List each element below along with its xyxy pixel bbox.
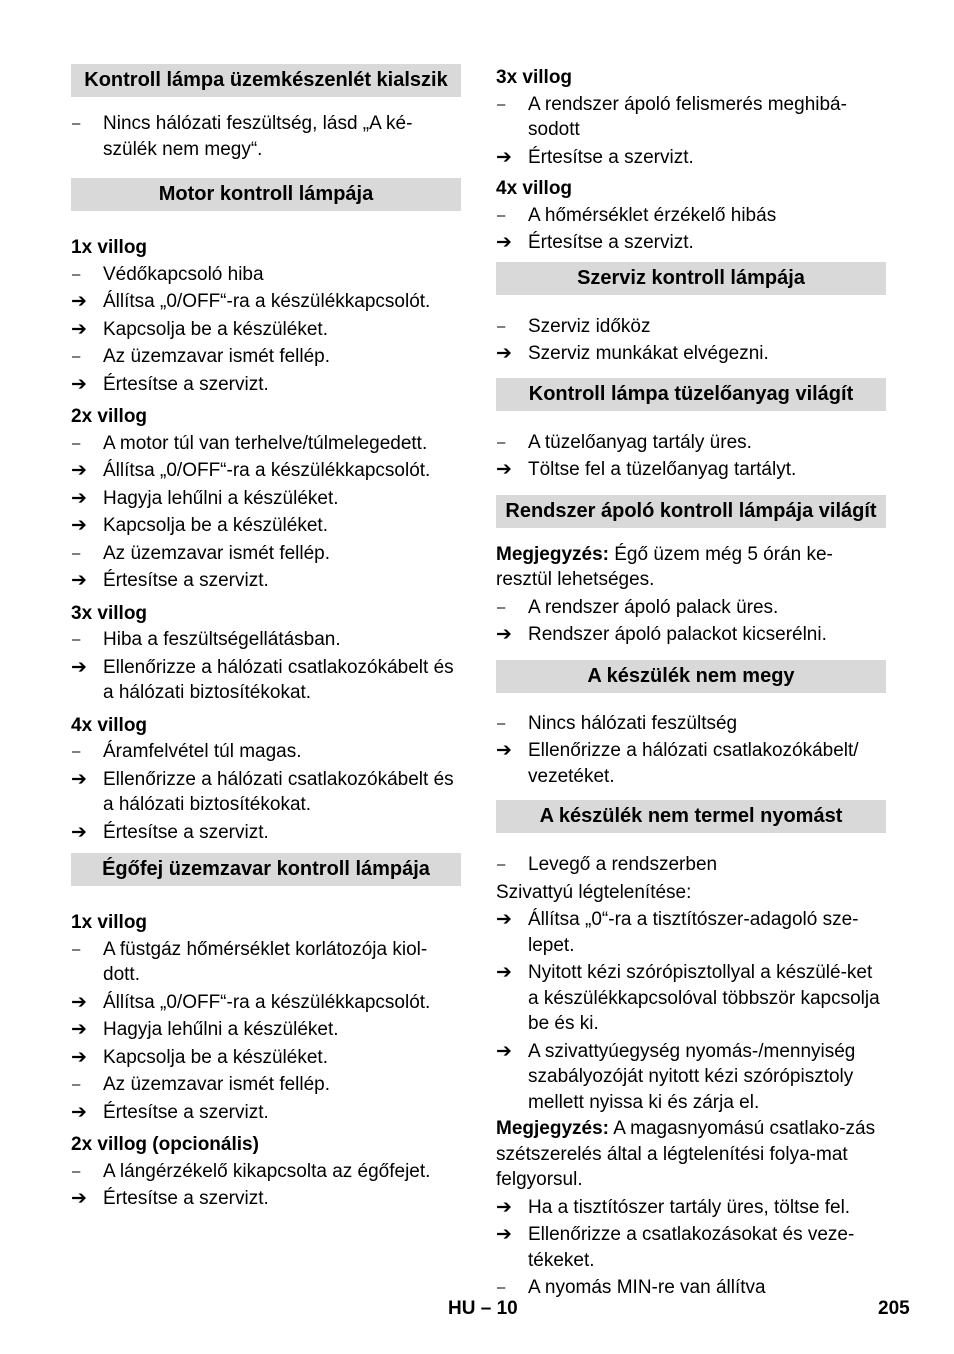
action-step (71, 568, 461, 594)
section-heading: Motor kontroll lámpája (71, 178, 461, 211)
action-step (496, 1222, 886, 1273)
left-column (71, 64, 461, 1212)
dash-bullet: – (72, 348, 81, 365)
arrow-icon: ➔ (71, 460, 87, 481)
action-step (496, 738, 886, 789)
arrow-icon: ➔ (496, 1040, 512, 1062)
action-step (496, 230, 886, 256)
action-text: Ellenőrizze a hálózati csatlakozókábelt/ vezetéket. (528, 740, 859, 787)
action-step (71, 655, 461, 706)
action-text: Értesítse a szervizt. (528, 232, 694, 253)
arrow-icon: ➔ (71, 318, 87, 340)
action-step (71, 820, 461, 846)
dash-bullet: – (72, 115, 81, 132)
condition-item (71, 937, 461, 988)
condition-text: Hiba a feszültségellátásban. (103, 629, 341, 650)
arrow-icon: ➔ (71, 1046, 87, 1068)
action-step (71, 317, 461, 343)
arrow-icon: ➔ (496, 1224, 512, 1245)
action-step (496, 960, 886, 1037)
action-step (71, 458, 461, 484)
arrow-icon: ➔ (71, 991, 87, 1013)
arrow-icon: ➔ (71, 821, 87, 843)
subheading: 3x villog (71, 602, 148, 624)
dash-bullet: – (72, 631, 81, 648)
condition-text: Védőkapcsoló hiba (103, 263, 264, 285)
condition-item (71, 111, 461, 162)
subheading: 2x villog (opcionális) (71, 1134, 259, 1155)
dash-bullet: – (497, 598, 506, 616)
action-step (71, 289, 461, 315)
condition-text: Nincs hálózati feszültség, lásd „A ké-szülék nem megy“. (103, 113, 413, 160)
action-text: Ellenőrizze a hálózati csatlakozókábelt és a hálózati biztosítékokat. (103, 768, 454, 815)
action-step (71, 767, 461, 818)
section-heading: A készülék nem megy (496, 660, 886, 693)
action-text: Hagyja lehűlni a készüléket. (103, 1019, 339, 1040)
footer-section-label: HU – 10 (448, 1298, 518, 1319)
action-text: Állítsa „0/OFF“-ra a készülékkapcsolót. (103, 291, 431, 312)
right-column (496, 65, 886, 1301)
arrow-icon: ➔ (71, 487, 87, 509)
arrow-icon: ➔ (496, 909, 512, 930)
note-label: Megjegyzés: (496, 543, 609, 565)
action-text: Értesítse a szervizt. (528, 146, 694, 168)
arrow-icon: ➔ (71, 656, 87, 678)
condition-item (496, 595, 886, 621)
action-step (71, 1100, 461, 1126)
condition-item (496, 314, 886, 340)
arrow-icon: ➔ (496, 624, 512, 645)
condition-item (496, 711, 886, 737)
dash-bullet: – (72, 1162, 81, 1180)
condition-text: Áramfelvétel túl magas. (103, 741, 302, 762)
action-step (71, 372, 461, 398)
arrow-icon: ➔ (71, 1101, 87, 1123)
subheading: 1x villog (71, 912, 148, 933)
action-step (71, 1017, 461, 1043)
arrow-icon: ➔ (71, 570, 87, 591)
action-text: Hagyja lehűlni a készüléket. (103, 487, 339, 509)
condition-text: A rendszer ápoló palack üres. (528, 596, 779, 618)
action-step (71, 1045, 461, 1071)
condition-item (71, 344, 461, 370)
condition-item (496, 852, 886, 878)
arrow-icon: ➔ (496, 1196, 512, 1218)
condition-text: Az üzemzavar ismét fellép. (103, 542, 331, 564)
condition-item (71, 262, 461, 288)
action-step (496, 457, 886, 483)
subheading: 4x villog (71, 714, 148, 736)
action-text: Állítsa „0“-ra a tisztítószer-adagoló sze-lepet. (528, 909, 859, 956)
arrow-icon: ➔ (496, 146, 512, 168)
condition-item (496, 1275, 886, 1301)
paragraph: Szivattyú légtelenítése: (496, 881, 692, 903)
action-text: Kapcsolja be a készüléket. (103, 515, 328, 536)
condition-item (71, 627, 461, 653)
subheading: 4x villog (496, 178, 573, 199)
note (496, 1116, 886, 1193)
action-step (496, 907, 886, 958)
action-text: Állítsa „0/OFF“-ra a készülékkapcsolót. (103, 460, 431, 481)
action-step (71, 513, 461, 539)
action-text: Állítsa „0/OFF“-ra a készülékkapcsolót. (103, 991, 431, 1013)
condition-text: A füstgáz hőmérséklet korlátozója kiol-dott. (103, 938, 428, 985)
action-step (496, 1195, 886, 1221)
condition-item (496, 430, 886, 456)
condition-item (71, 431, 461, 457)
action-text: Értesítse a szervizt. (103, 373, 269, 395)
dash-bullet: – (497, 856, 506, 873)
dash-bullet: – (72, 544, 81, 562)
action-step (496, 1039, 886, 1116)
action-step (71, 1186, 461, 1212)
arrow-icon: ➔ (496, 740, 512, 761)
section-heading: A készülék nem termel nyomást (496, 800, 886, 833)
condition-text: A tüzelőanyag tartály üres. (528, 431, 752, 453)
arrow-icon: ➔ (71, 373, 87, 395)
condition-text: A motor túl van terhelve/túlmelegedett. (103, 432, 428, 454)
condition-text: Szerviz időköz (528, 315, 651, 337)
action-text: Értesítse a szervizt. (103, 570, 269, 591)
action-text: Értesítse a szervizt. (103, 1101, 269, 1123)
action-text: Ellenőrizze a hálózati csatlakozókábelt és a hálózati biztosítékokat. (103, 656, 454, 703)
action-text: A szivattyúegység nyomás-/mennyiség szabályozóját nyitott kézi szórópisztoly mellett nyissa ki és zárja el. (528, 1040, 856, 1113)
section-heading: Kontroll lámpa tüzelőanyag világít (496, 378, 886, 411)
arrow-icon: ➔ (71, 1019, 87, 1040)
action-text: Nyitott kézi szórópisztollyal a készülé-ket a készülékkapcsolóval többször kapcsolja be és ki. (528, 962, 880, 1034)
action-text: Ellenőrizze a csatlakozásokat és veze-tékeket. (528, 1224, 855, 1271)
condition-text: A lángérzékelő kikapcsolta az égőfejet. (103, 1160, 431, 1182)
dash-bullet: – (497, 714, 506, 732)
dash-bullet: – (72, 1076, 81, 1093)
condition-text: A rendszer ápoló felismerés meghibá-sodott (528, 93, 847, 140)
condition-text: Az üzemzavar ismét fellép. (103, 1074, 331, 1095)
arrow-icon: ➔ (71, 768, 87, 790)
page-number: 205 (878, 1298, 910, 1319)
arrow-icon: ➔ (496, 232, 512, 253)
action-step (496, 622, 886, 648)
action-text: Töltse fel a tüzelőanyag tartályt. (528, 459, 797, 480)
section-heading: Rendszer ápoló kontroll lámpája világít (496, 495, 886, 528)
action-text: Rendszer ápoló palackot kicserélni. (528, 624, 827, 645)
action-text: Értesítse a szervizt. (103, 1188, 269, 1209)
arrow-icon: ➔ (496, 459, 512, 480)
dash-bullet: – (72, 434, 81, 452)
dash-bullet: – (72, 743, 81, 760)
condition-text: Nincs hálózati feszültség (528, 712, 738, 734)
arrow-icon: ➔ (496, 962, 512, 983)
condition-item (71, 541, 461, 567)
note-text: A magasnyomású csatlako-zás szétszerelés által a légtelenítési folya-mat felgyorsul. (496, 1118, 876, 1190)
condition-text: Levegő a rendszerben (528, 854, 718, 875)
dash-bullet: – (72, 265, 81, 283)
subheading: 1x villog (71, 237, 148, 258)
action-text: Értesítse a szervizt. (103, 821, 269, 843)
dash-bullet: – (497, 1279, 506, 1296)
note (496, 542, 886, 593)
condition-text: A hőmérséklet érzékelő hibás (528, 204, 777, 226)
arrow-icon: ➔ (496, 343, 512, 364)
action-step (496, 145, 886, 171)
condition-item (496, 203, 886, 229)
note-label: Megjegyzés: (496, 1118, 609, 1139)
dash-bullet: – (497, 317, 506, 335)
arrow-icon: ➔ (71, 515, 87, 536)
condition-item (71, 1159, 461, 1185)
arrow-icon: ➔ (71, 291, 87, 312)
action-text: Ha a tisztítószer tartály üres, töltse fel. (528, 1196, 851, 1218)
condition-item (71, 1072, 461, 1098)
subheading: 2x villog (71, 406, 148, 427)
dash-bullet: – (497, 95, 506, 113)
arrow-icon: ➔ (71, 1188, 87, 1209)
section-heading: Kontroll lámpa üzemkészenlét kialszik (71, 64, 461, 97)
condition-text: A nyomás MIN-re van állítva (528, 1277, 766, 1298)
section-heading: Égőfej üzemzavar kontroll lámpája (71, 853, 461, 886)
action-text: Kapcsolja be a készüléket. (103, 1046, 328, 1068)
condition-item (496, 92, 886, 143)
action-text: Kapcsolja be a készüléket. (103, 318, 328, 340)
action-step (71, 486, 461, 512)
note-text: Égő üzem még 5 órán ke-resztül lehetséges. (496, 543, 833, 590)
dash-bullet: – (72, 940, 81, 958)
action-step (496, 341, 886, 367)
action-text: Szerviz munkákat elvégezni. (528, 343, 769, 364)
dash-bullet: – (497, 433, 506, 451)
subheading: 3x villog (496, 67, 573, 88)
section-heading: Szerviz kontroll lámpája (496, 262, 886, 295)
action-step (71, 990, 461, 1016)
dash-bullet: – (497, 206, 506, 224)
condition-text: Az üzemzavar ismét fellép. (103, 346, 331, 367)
condition-item (71, 739, 461, 765)
